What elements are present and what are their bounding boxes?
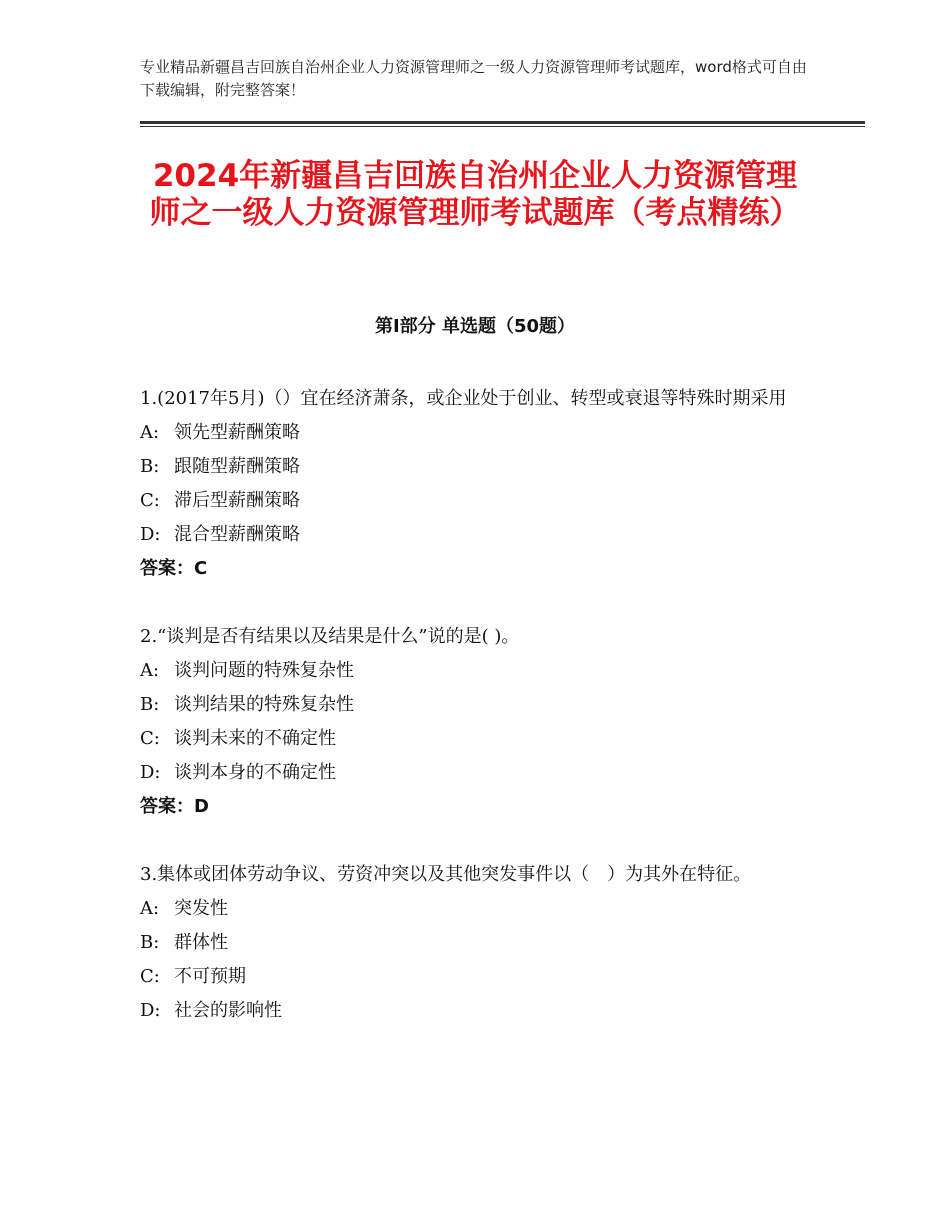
option-text: 突发性 (174, 898, 228, 919)
option-text: 不可预期 (174, 966, 246, 987)
option-text: 谈判问题的特殊复杂性 (174, 660, 354, 681)
section-heading: 第Ⅰ部分 单选题（50题） (374, 316, 575, 337)
option-a (140, 416, 820, 450)
question-item (140, 382, 820, 586)
option-letter: D: (140, 762, 161, 783)
option-b (140, 926, 820, 960)
divider-thin-line (140, 126, 865, 127)
option-letter: D: (140, 1000, 161, 1021)
question-item (140, 858, 820, 1028)
option-letter: A: (140, 422, 160, 443)
document-title: 2024年新疆昌吉回族自治州企业人力资源管理师之一级人力资源管理师考试题库（考点精练） (149, 158, 801, 231)
option-letter: B: (140, 694, 160, 715)
option-letter: A: (140, 660, 160, 681)
option-a (140, 892, 820, 926)
option-a (140, 654, 820, 688)
option-c (140, 722, 820, 756)
option-letter: C: (140, 490, 160, 511)
question-item (140, 620, 820, 824)
divider-thick-line (140, 121, 865, 124)
option-letter: B: (140, 932, 160, 953)
option-c (140, 960, 820, 994)
option-letter: D: (140, 524, 161, 545)
answer-line: 答案：D (140, 796, 209, 817)
header-divider (140, 121, 865, 127)
page-header-note: 专业精品新疆昌吉回族自治州企业人力资源管理师之一级人力资源管理师考试题库，word格式可自由下载编辑，附完整答案！ (140, 58, 807, 99)
option-c (140, 484, 820, 518)
option-text: 滞后型薪酬策略 (174, 490, 300, 511)
option-text: 混合型薪酬策略 (174, 524, 300, 545)
option-letter: C: (140, 966, 160, 987)
option-b (140, 688, 820, 722)
question-stem: 3.集体或团体劳动争议、劳资冲突以及其他突发事件以（ ）为其外在特征。 (140, 864, 752, 885)
option-text: 社会的影响性 (174, 1000, 282, 1021)
option-d (140, 756, 820, 790)
question-stem: 1.(2017年5月)（）宜在经济萧条，或企业处于创业、转型或衰退等特殊时期采用 (140, 388, 787, 409)
option-text: 领先型薪酬策略 (174, 422, 300, 443)
option-letter: A: (140, 898, 160, 919)
option-letter: C: (140, 728, 160, 749)
option-d (140, 994, 820, 1028)
option-text: 跟随型薪酬策略 (174, 456, 300, 477)
option-text: 群体性 (174, 932, 228, 953)
option-d (140, 518, 820, 552)
option-text: 谈判未来的不确定性 (174, 728, 336, 749)
answer-line: 答案：C (140, 558, 208, 579)
option-b (140, 450, 820, 484)
option-text: 谈判本身的不确定性 (174, 762, 336, 783)
option-letter: B: (140, 456, 160, 477)
question-list (140, 382, 820, 1062)
question-stem: 2.“谈判是否有结果以及结果是什么”说的是( )。 (140, 626, 520, 647)
option-text: 谈判结果的特殊复杂性 (174, 694, 354, 715)
